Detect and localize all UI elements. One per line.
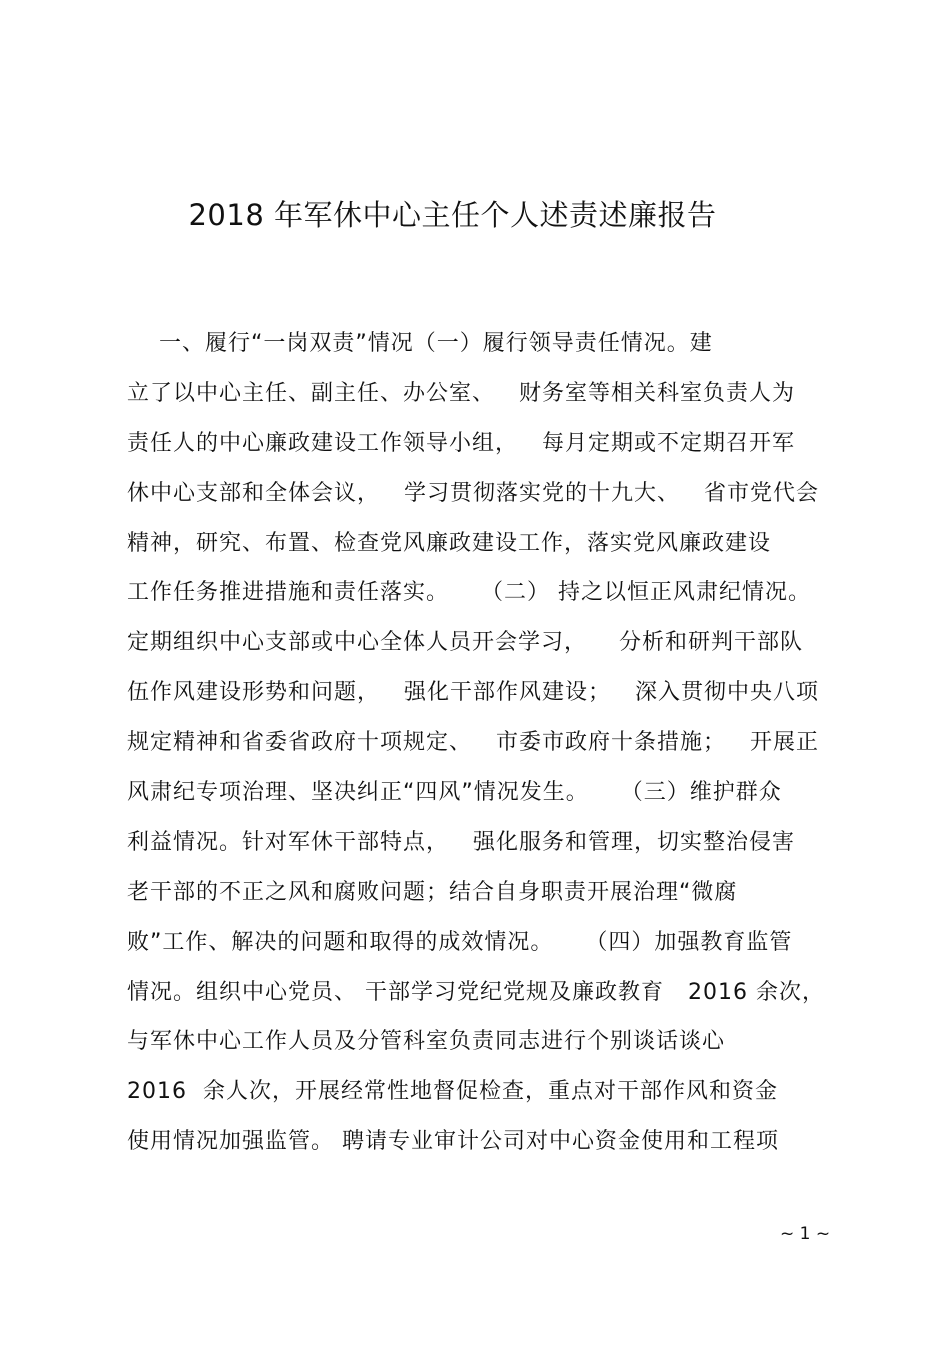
- body-line: 休中心支部和全体会议， 学习贯彻落实党的十九大、 省市党代会: [127, 480, 819, 506]
- body-line: 情况。组织中心党员、 干部学习党纪党规及廉政教育 2016 余次，: [127, 979, 825, 1005]
- body-line: 立了以中心主任、副主任、办公室、 财务室等相关科室负责人为: [127, 380, 795, 406]
- body-line: 定期组织中心支部或中心全体人员开会学习， 分析和研判干部队: [127, 630, 803, 656]
- body-line: 责任人的中心廉政建设工作领导小组， 每月定期或不定期召开军: [127, 430, 795, 456]
- body-line: 风肃纪专项治理、坚决纠正“四风”情况发生。 （三）维护群众: [127, 780, 782, 806]
- body-line: 利益情况。针对军休干部特点， 强化服务和管理，切实整治侵害: [127, 829, 795, 855]
- body-line: 老干部的不正之风和腐败问题；结合自身职责开展治理“微腐: [127, 879, 738, 905]
- body-line: 一、履行“一岗双责”情况（一）履行领导责任情况。建: [127, 331, 713, 356]
- document-body: [127, 324, 847, 1172]
- body-line: 使用情况加强监管。 聘请专业审计公司对中心资金使用和工程项: [127, 1129, 779, 1155]
- page-number: ~ 1 ~: [780, 1224, 831, 1244]
- body-line: 2016 余人次，开展经常性地督促检查，重点对干部作风和资金: [127, 1079, 778, 1105]
- body-line: 工作任务推进措施和责任落实。 （二） 持之以恒正风肃纪情况。: [127, 580, 811, 606]
- document-title: 2018 年军休中心主任个人述责述廉报告: [188, 198, 717, 233]
- body-line: 精神，研究、布置、检查党风廉政建设工作，落实党风廉政建设: [127, 530, 772, 556]
- body-line: 伍作风建设形势和问题， 强化干部作风建设； 深入贯彻中央八项: [127, 680, 819, 706]
- body-line: 败”工作、解决的问题和取得的成效情况。 （四）加强教育监管: [127, 929, 793, 955]
- body-line: 规定精神和省委省政府十项规定、 市委市政府十条措施； 开展正: [127, 730, 819, 756]
- body-line: 与军休中心工作人员及分管科室负责同志进行个别谈话谈心: [127, 1029, 726, 1055]
